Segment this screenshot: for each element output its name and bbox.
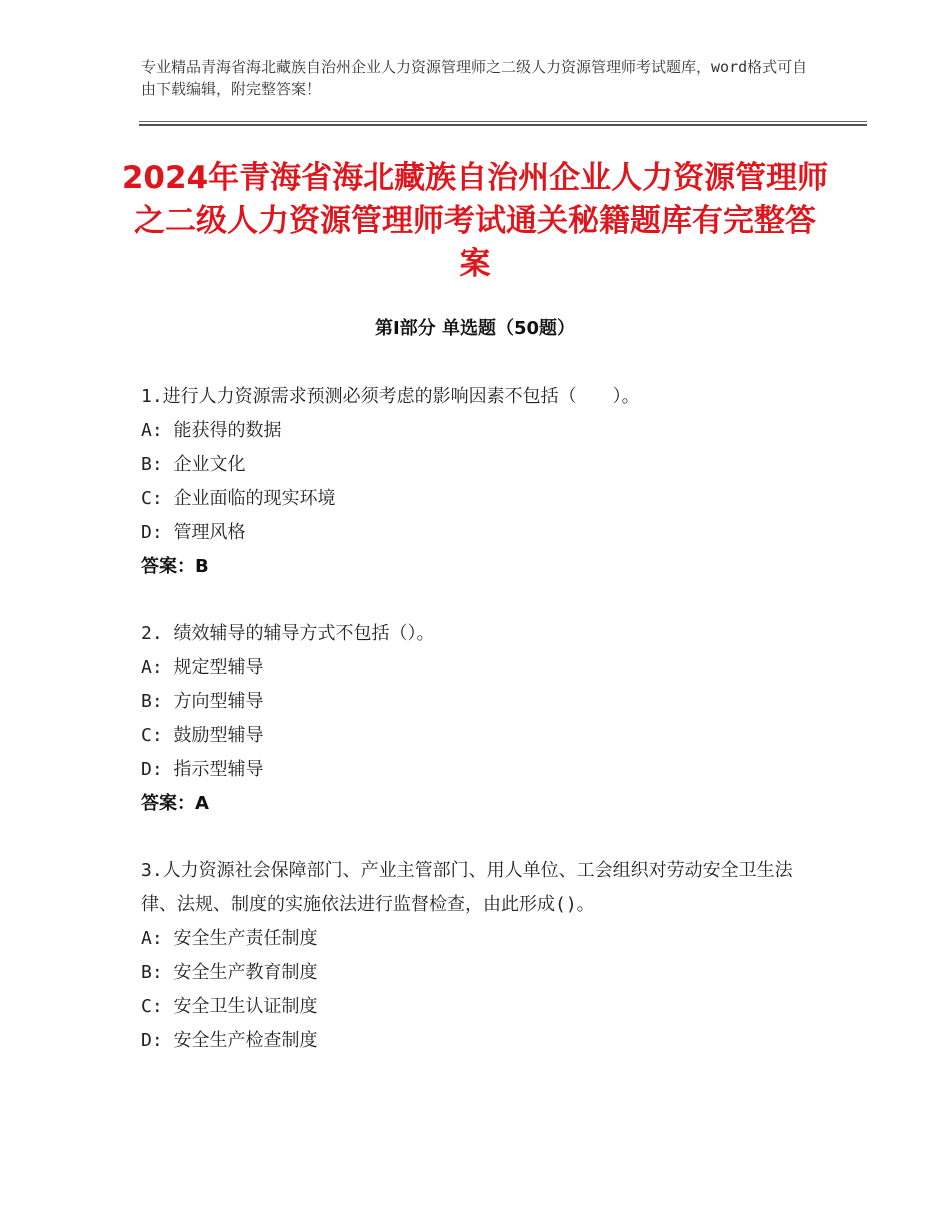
- question-2: [141, 617, 821, 821]
- option-a: A: 安全生产责任制度: [141, 928, 318, 949]
- section-title: 第Ⅰ部分 单选题（50题）: [374, 318, 575, 339]
- header-divider-thin: [139, 121, 867, 122]
- option-c: C: 安全卫生认证制度: [141, 996, 318, 1017]
- option-b: B: 方向型辅导: [141, 691, 264, 712]
- option-d: D: 安全生产检查制度: [141, 1030, 318, 1051]
- option-a: A: 规定型辅导: [141, 657, 264, 678]
- question-1: [141, 380, 821, 584]
- question-stem: 1.进行人力资源需求预测必须考虑的影响因素不包括（ ）。: [141, 386, 640, 407]
- header-note: 专业精品青海省海北藏族自治州企业人力资源管理师之二级人力资源管理师考试题库，word格式可自由下载编辑，附完整答案！: [141, 58, 808, 98]
- header-divider-thick: [139, 124, 867, 126]
- question-stem: 2. 绩效辅导的辅导方式不包括（）。: [141, 623, 435, 644]
- option-b: B: 安全生产教育制度: [141, 962, 318, 983]
- option-d: D: 指示型辅导: [141, 759, 264, 780]
- question-3: [141, 854, 821, 1058]
- answer-line: 答案：B: [141, 556, 209, 577]
- document-title: 2024年青海省海北藏族自治州企业人力资源管理师之二级人力资源管理师考试通关秘籍题库有完整答案: [121, 160, 829, 282]
- option-d: D: 管理风格: [141, 522, 246, 543]
- question-stem: 3.人力资源社会保障部门、产业主管部门、用人单位、工会组织对劳动安全卫生法律、法规、制度的实施依法进行监督检查，由此形成()。: [141, 860, 793, 915]
- answer-line: 答案：A: [141, 793, 209, 814]
- option-b: B: 企业文化: [141, 454, 246, 475]
- option-c: C: 企业面临的现实环境: [141, 488, 336, 509]
- option-a: A: 能获得的数据: [141, 420, 282, 441]
- question-list: [141, 380, 821, 1091]
- option-c: C: 鼓励型辅导: [141, 725, 264, 746]
